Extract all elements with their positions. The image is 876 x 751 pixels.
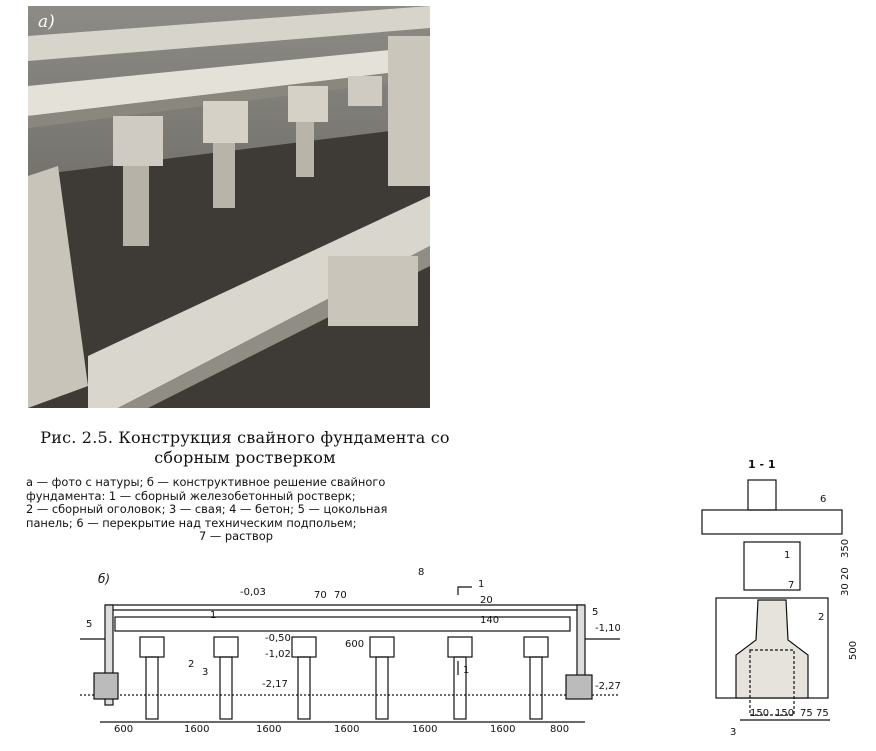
level-head-bottom: -1,02 xyxy=(265,649,291,660)
section-arrow xyxy=(458,587,472,595)
callout-3: 3 xyxy=(202,667,209,678)
section-title: 1 - 1 xyxy=(748,458,776,471)
callout-3: 3 xyxy=(730,727,737,738)
callout-1: 1 xyxy=(784,550,791,561)
section-mark: 1 xyxy=(478,579,485,590)
foundation-plan-drawing xyxy=(80,565,620,747)
span-label: 1600 xyxy=(256,724,282,735)
bottom-dim: 75 xyxy=(816,708,829,719)
callout-6: 6 xyxy=(820,494,827,505)
callout-7: 7 xyxy=(788,580,795,591)
span-label: 1600 xyxy=(490,724,516,735)
concrete-fill xyxy=(736,600,808,698)
callout-2: 2 xyxy=(188,659,195,670)
pile-group xyxy=(140,637,548,719)
corner-block-left xyxy=(94,673,118,699)
span-label: 1600 xyxy=(412,724,438,735)
figure-title xyxy=(40,428,450,468)
plan-svg xyxy=(80,565,620,747)
photo-illustration xyxy=(28,6,430,408)
span-label: 1600 xyxy=(184,724,210,735)
section-mark-bottom: 1 xyxy=(463,665,470,676)
span-label: 800 xyxy=(550,724,570,735)
dim-30: 30 xyxy=(840,583,851,596)
level-right: -1,10 xyxy=(595,623,620,634)
bottom-dim: 75 xyxy=(800,708,813,719)
section-drawing xyxy=(680,450,876,747)
span-label: 600 xyxy=(114,724,134,735)
legend-line: 7 — раствор xyxy=(199,529,273,543)
figure-title-line2: сборным ростверком xyxy=(154,448,336,467)
dim-20: 20 xyxy=(480,595,493,606)
bottom-dim: 150 xyxy=(775,708,795,719)
wall-stub xyxy=(748,480,776,510)
dim-20: 20 xyxy=(840,567,851,580)
level-pile-bottom: -2,17 xyxy=(262,679,288,690)
legend-line: а — фото с натуры; б — конструктивное решение свайного xyxy=(26,475,386,489)
legend-line: фундамента: 1 — сборный железобетонный ростверк; xyxy=(26,488,356,503)
level-head-top: -0,50 xyxy=(265,633,291,644)
corner-block-right xyxy=(566,675,592,699)
callout-8: 8 xyxy=(418,567,425,578)
photo-label: а) xyxy=(38,12,55,32)
plan-label: б) xyxy=(98,572,111,586)
figure-title-line1: Рис. 2.5. Конструкция свайного фундамента со xyxy=(40,428,450,447)
dim-70b: 70 xyxy=(334,590,347,601)
floor-slab xyxy=(702,510,842,534)
legend-line: панель; 6 — перекрытие над техническим подпольем; xyxy=(26,515,357,530)
callout-5-left: 5 xyxy=(86,619,93,630)
dim-140: 140 xyxy=(480,615,500,626)
dim-350: 350 xyxy=(840,538,851,558)
dim-70a: 70 xyxy=(314,590,327,601)
section-svg xyxy=(680,450,876,747)
level-right-bottom: -2,27 xyxy=(595,681,620,692)
callout-2: 2 xyxy=(818,612,825,623)
dim-500: 500 xyxy=(848,640,859,660)
legend-line: 2 — сборный оголовок; 3 — свая; 4 — бетон; 5 — цокольная xyxy=(26,502,388,516)
dim-600: 600 xyxy=(345,639,365,650)
callout-1: 1 xyxy=(210,610,217,621)
span-label: 1600 xyxy=(334,724,360,735)
level-top: -0,03 xyxy=(240,587,266,598)
foundation-photo xyxy=(28,6,430,408)
bottom-dim: 150 xyxy=(750,708,770,719)
figure-legend xyxy=(26,476,446,544)
callout-5-right: 5 xyxy=(592,607,599,618)
grillage-beam xyxy=(115,617,570,631)
